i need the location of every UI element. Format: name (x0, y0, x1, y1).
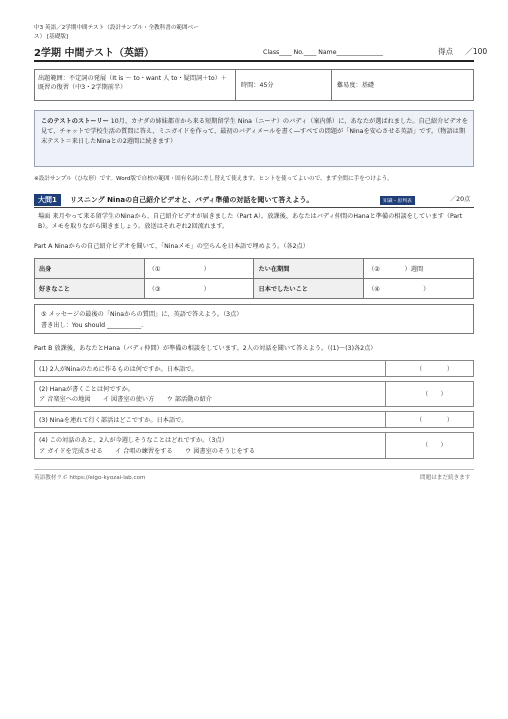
memo-answer-2[interactable]: （② ）週間 (364, 259, 474, 279)
header-second-line: ス） [基礎版] (34, 34, 69, 40)
story-body: 10月、カナダの姉妹都市から来る短期留学生 Nina（ニーナ）のバディ（案内係）に、あなたが選ばれました。自己紹介ビデオを見て、チャットで学校生活の質問に答え、ミニガイドを作って、最初のバディメールを書く―すべての問題が「Ninaを安心させる英語」です。（物語は期末テスト＝来日したNinaとの2週間に続きます） (41, 118, 468, 145)
memo-label-1: 出身 (35, 259, 145, 279)
partB-q1: (1) 2人がNinaのために作るものは何ですか。日本語で。 (39, 366, 198, 373)
partB-row-3 (34, 411, 474, 428)
partB-answer-4[interactable]: （ ） (422, 442, 447, 449)
partB-q2: (2) Hanaが書くことは何ですか。 (39, 386, 134, 393)
memo-label-2: たい在期間 (254, 259, 364, 279)
section1-tag: 知識・思判表 (380, 196, 415, 205)
partB-q3: (3) Ninaを連れて行く部活はどこですか。日本語で。 (39, 417, 188, 424)
memo-label-4: 日本でしたいこと (254, 279, 364, 299)
partB-q2-options: ア 音楽室への地図 イ 図書室の使い方 ウ 部活動の紹介 (39, 396, 212, 403)
section1-points: ／20点 (450, 196, 471, 203)
partA-label: Part A Ninaからの自己紹介ビデオを聞いて、「Ninaメモ」の空らんを日本語で埋めよう。（各2点） (34, 243, 309, 250)
partB-row-1 (34, 360, 474, 377)
section1-title: リスニング Ninaの自己紹介ビデオと、バディ準備の対話を聞いて答えよう。 (70, 196, 314, 204)
class-field[interactable]: Class____ No.____ Name_______________ (263, 49, 383, 56)
partB-row-2 (34, 381, 474, 407)
info-box (34, 69, 474, 101)
time-text: 時間：45分 (241, 82, 274, 89)
partB-row-4 (34, 432, 474, 459)
partB-q4: (4) この対話のあと、2人が今週しそうなことはどれですか。（3点） (39, 437, 228, 444)
scene-text: 場面 来月やって来る留学生のNinaから、自己紹介ビデオが届きました（Part A）。放課後、あなたはバディ仲間のHanaと準備の相談をしています（Part B）。メモを取りながら聞きましょう。放送はそれぞれ2回流れます。 (38, 213, 463, 230)
section1-badge: 大問1 (34, 194, 61, 206)
partB-q4-options: ア ガイドを完成させる イ 合唱の練習をする ウ 図書室のそうじをする (39, 448, 256, 455)
q5-starter: 書き出し：You should ___________. (41, 322, 144, 329)
page-title: 2学期 中間テスト（英語） (34, 48, 155, 59)
memo-answer-3[interactable]: （③ ） (144, 279, 254, 299)
memo-answer-1[interactable]: （① ） (144, 259, 254, 279)
footer-right: 問題はまだ続きます (420, 475, 471, 481)
score-label: 得点 (438, 47, 453, 56)
memo-label-3: 好きなこと (35, 279, 145, 299)
story-lead: このテストのストーリー (41, 118, 109, 125)
footer-left: 英語教材ラボ https://eigo-kyozai-lab.com (34, 475, 146, 481)
story-box (34, 110, 474, 167)
partB-answer-3[interactable]: （ ） (416, 417, 454, 424)
scope-text: 出題範囲：不定詞の発展（It is ～ to・want 人 to・疑問詞＋to）＋既習の復習（中3・2学期前半） (38, 75, 227, 91)
q5-prompt: ⑤ メッセージの最後の「Ninaからの質問」に、英語で答えよう。（3点） (41, 311, 243, 318)
header-top-line: 中3 英語／2学期中間テスト（設計サンプル・全教科書の範囲ベー (34, 25, 199, 31)
nina-memo-table (34, 258, 474, 299)
score-total: ／100 (465, 47, 488, 56)
section1-heading (34, 194, 474, 206)
name-label: Name (318, 49, 337, 56)
title-rule (34, 60, 474, 62)
class-label: Class (263, 49, 280, 56)
memo-answer-4[interactable]: （④ ） (364, 279, 474, 299)
partB-answer-1[interactable]: （ ） (416, 366, 454, 373)
no-label: No. (293, 49, 304, 56)
sample-note: ※設計サンプル（ひな形）です。Word版で自校の範囲・固有名詞に差し替えて使えます。ヒントを使ってよいので、まず全問に手をつけよう。 (34, 176, 393, 182)
score-field[interactable] (438, 46, 487, 57)
difficulty-text: 難易度：基礎 (337, 82, 375, 89)
partB-answer-2[interactable]: （ ） (422, 391, 447, 398)
q5-box[interactable] (34, 304, 474, 334)
partB-label: Part B 放課後、あなたとHana（バディ仲間）が準備の相談をしています。2人の対話を聞いて答えよう。（(1)～(3)各2点） (34, 345, 377, 352)
